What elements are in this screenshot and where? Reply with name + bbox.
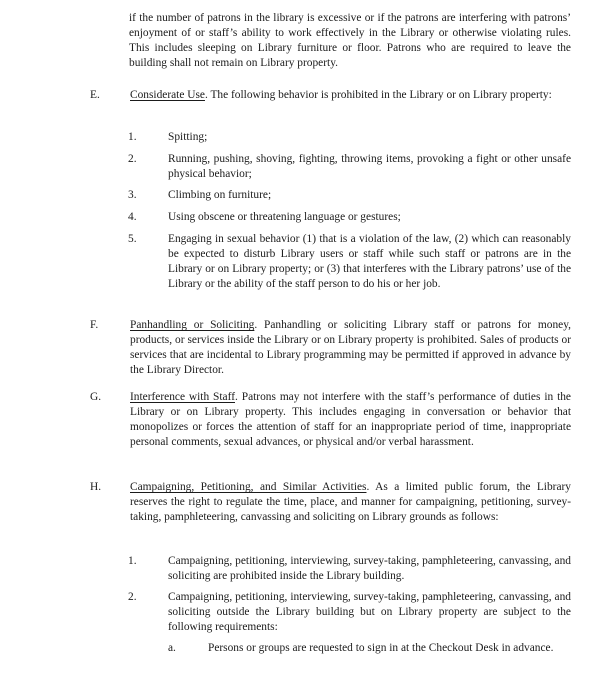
list-item-e-3-marker: 3. bbox=[128, 189, 137, 201]
section-f bbox=[90, 318, 571, 378]
list-item-e-2-marker: 2. bbox=[128, 153, 137, 165]
list-item-e-2-text: Running, pushing, shoving, fighting, throwing items, provoking a fight or other unsafe physical behavior; bbox=[168, 153, 571, 181]
section-f-marker: F. bbox=[90, 319, 99, 331]
list-item-e-2 bbox=[128, 152, 571, 182]
section-e-heading: Considerate Use bbox=[130, 89, 205, 101]
list-item-e-5-text: Engaging in sexual behavior (1) that is a violation of the law, (2) which can reasonably be expected to disturb Library users or staff while such staff or patrons are in the Library or on Library property; or (3) that interferes with the Library patrons’ use of the Library or the ability of the staff person to do his or her job. bbox=[168, 233, 571, 291]
list-item-h-2-a bbox=[168, 641, 571, 656]
section-e bbox=[90, 88, 571, 103]
section-f-body bbox=[130, 318, 571, 378]
list-item-e-3 bbox=[128, 188, 571, 203]
list-item-h-1-marker: 1. bbox=[128, 555, 137, 567]
section-f-heading: Panhandling or Soliciting bbox=[130, 319, 255, 331]
section-h bbox=[90, 480, 571, 525]
list-item-h-2-a-text: Persons or groups are requested to sign in at the Checkout Desk in advance. bbox=[208, 642, 554, 654]
section-e-body bbox=[130, 88, 571, 103]
list-item-h-1-text: Campaigning, petitioning, interviewing, survey-taking, pamphleteering, canvassing, and soliciting are prohibited inside the Library building. bbox=[168, 555, 571, 583]
section-g-heading: Interference with Staff bbox=[130, 391, 235, 403]
list-item-h-2-a-marker: a. bbox=[168, 642, 176, 654]
list-item-e-1-text: Spitting; bbox=[168, 131, 208, 143]
list-item-e-5-marker: 5. bbox=[128, 233, 137, 245]
section-g-marker: G. bbox=[90, 391, 102, 403]
section-h-text: . As a limited public forum, the Library reserves the right to regulate the time, place, and manner for campaigning, petitioning, survey-taking, pamphleteering, canvassing and soliciting on Library grounds as follows: bbox=[130, 481, 571, 524]
list-item-e-1 bbox=[128, 130, 571, 145]
list-item-h-2-text: Campaigning, petitioning, interviewing, survey-taking, pamphleteering, canvassing, and soliciting outside the Library building but on Library property are subject to the following requirements: bbox=[168, 591, 571, 634]
list-item-e-4-marker: 4. bbox=[128, 211, 137, 223]
list-item-e-4 bbox=[128, 210, 571, 225]
list-item-e-1-marker: 1. bbox=[128, 131, 137, 143]
section-f-text: . Panhandling or soliciting Library staff or patrons for money, products, or services inside the Library or on Library property is prohibited. Sales of products or services that are incidental to Library programming may be permitted if approved in advance by the Library Director. bbox=[130, 319, 571, 377]
section-g-text: . Patrons may not interfere with the staff’s performance of duties in the Library or on Library property. This includes engaging in conversation or behavior that monopolizes or forces the attention of staff for an inappropriate period of time, inappropriate personal comments, sexual advances, or physical and/or verbal harassment. bbox=[130, 391, 571, 449]
list-item-e-4-text: Using obscene or threatening language or gestures; bbox=[168, 211, 401, 223]
list-item-e-3-text: Climbing on furniture; bbox=[168, 189, 272, 201]
continuation-paragraph: if the number of patrons in the library is excessive or if the patrons are interfering with patrons’ enjoyment of or staff’s ability to work effectively in the Library or otherwise violating rules. This includes sleeping on Library furniture or floor. Patrons who are required to leave the building shall not remain on Library property. bbox=[129, 12, 571, 70]
list-item-h-2-marker: 2. bbox=[128, 591, 137, 603]
section-g-body bbox=[130, 390, 571, 450]
section-h-marker: H. bbox=[90, 481, 102, 493]
section-h-heading: Campaigning, Petitioning, and Similar Activities bbox=[130, 481, 367, 493]
list-item-h-2 bbox=[128, 590, 571, 635]
section-g bbox=[90, 390, 571, 450]
section-h-body bbox=[130, 480, 571, 525]
list-item-h-1 bbox=[128, 554, 571, 584]
list-item-e-5 bbox=[128, 232, 571, 292]
section-e-marker: E. bbox=[90, 89, 100, 101]
section-e-text: . The following behavior is prohibited in the Library or on Library property: bbox=[204, 89, 552, 101]
